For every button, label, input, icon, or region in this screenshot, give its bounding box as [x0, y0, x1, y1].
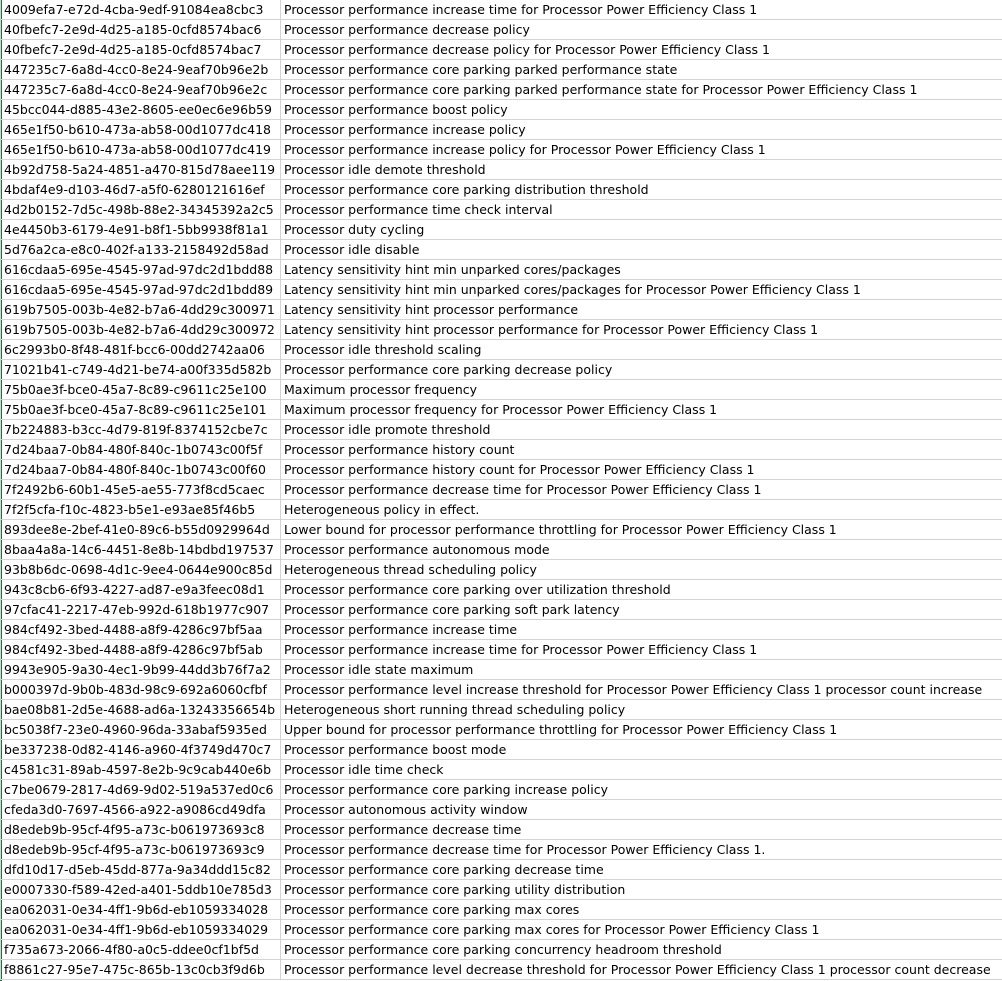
- setting-name-cell[interactable]: Processor performance boost mode: [284, 742, 507, 757]
- setting-name-cell[interactable]: Processor performance increase time for Processor Power Efficiency Class 1: [284, 642, 758, 657]
- guid-cell[interactable]: 71021b41-c749-4d21-be74-a00f335d582b: [1, 360, 281, 379]
- table-row: [1, 120, 1002, 140]
- setting-name-cell[interactable]: Heterogeneous short running thread scheduling policy: [284, 702, 626, 717]
- table-row: [1, 560, 1002, 580]
- setting-name-cell[interactable]: Latency sensitivity hint processor performance: [284, 302, 579, 317]
- table-row: [1, 100, 1002, 120]
- table-row: [1, 80, 1002, 100]
- setting-name-cell[interactable]: Processor performance increase time for Processor Power Efficiency Class 1: [284, 2, 758, 17]
- guid-cell[interactable]: ea062031-0e34-4ff1-9b6d-eb1059334029: [1, 920, 281, 939]
- setting-name-cell[interactable]: Processor performance autonomous mode: [284, 542, 550, 557]
- setting-name-cell[interactable]: Processor performance core parking soft park latency: [284, 602, 620, 617]
- table-row: [1, 540, 1002, 560]
- guid-cell[interactable]: bc5038f7-23e0-4960-96da-33abaf5935ed: [1, 720, 281, 739]
- guid-cell[interactable]: dfd10d17-d5eb-45dd-877a-9a34ddd15c82: [1, 860, 281, 879]
- setting-name-cell[interactable]: Processor performance boost policy: [284, 102, 508, 117]
- guid-cell[interactable]: 619b7505-003b-4e82-b7a6-4dd29c300971: [1, 300, 281, 319]
- table-row: [1, 480, 1002, 500]
- setting-name-cell[interactable]: Processor idle time check: [284, 762, 444, 777]
- guid-cell[interactable]: 447235c7-6a8d-4cc0-8e24-9eaf70b96e2c: [1, 80, 281, 99]
- setting-name-cell[interactable]: Latency sensitivity hint min unparked cores/packages: [284, 262, 621, 277]
- setting-name-cell[interactable]: Processor performance increase time: [284, 622, 518, 637]
- guid-cell[interactable]: c7be0679-2817-4d69-9d02-519a537ed0c6: [1, 780, 281, 799]
- setting-name-cell[interactable]: Upper bound for processor performance throttling for Processor Power Efficiency Class 1: [284, 722, 838, 737]
- setting-name-cell[interactable]: Heterogeneous thread scheduling policy: [284, 562, 537, 577]
- setting-name-cell[interactable]: Processor performance history count for Processor Power Efficiency Class 1: [284, 462, 755, 477]
- setting-name-cell[interactable]: Processor idle demote threshold: [284, 162, 486, 177]
- setting-name-cell[interactable]: Processor idle threshold scaling: [284, 342, 482, 357]
- table-row: [1, 640, 1002, 660]
- setting-name-cell[interactable]: Processor performance core parking parked performance state: [284, 62, 678, 77]
- guid-cell[interactable]: 616cdaa5-695e-4545-97ad-97dc2d1bdd88: [1, 260, 281, 279]
- guid-cell[interactable]: 75b0ae3f-bce0-45a7-8c89-c9611c25e100: [1, 380, 281, 399]
- setting-name-cell[interactable]: Processor performance history count: [284, 442, 515, 457]
- guid-cell[interactable]: b000397d-9b0b-483d-98c9-692a6060cfbf: [1, 680, 281, 699]
- table-row: [1, 380, 1002, 400]
- table-row: [1, 820, 1002, 840]
- table-row: [1, 620, 1002, 640]
- table-row: [1, 300, 1002, 320]
- setting-name-cell[interactable]: Processor idle promote threshold: [284, 422, 491, 437]
- table-row: [1, 160, 1002, 180]
- setting-name-cell[interactable]: Processor performance core parking parked performance state for Processor Power Efficiency Class 1: [284, 82, 918, 97]
- guid-cell[interactable]: 465e1f50-b610-473a-ab58-00d1077dc418: [1, 120, 281, 139]
- setting-name-cell[interactable]: Processor performance core parking decrease time: [284, 862, 604, 877]
- guid-cell[interactable]: 40fbefc7-2e9d-4d25-a185-0cfd8574bac6: [1, 20, 281, 39]
- table-row: [1, 280, 1002, 300]
- guid-cell[interactable]: 619b7505-003b-4e82-b7a6-4dd29c300972: [1, 320, 281, 339]
- setting-name-cell[interactable]: Processor autonomous activity window: [284, 802, 528, 817]
- table-row: [1, 600, 1002, 620]
- guid-cell[interactable]: 7f2492b6-60b1-45e5-ae55-773f8cd5caec: [1, 480, 281, 499]
- guid-cell[interactable]: d8edeb9b-95cf-4f95-a73c-b061973693c8: [1, 820, 281, 839]
- table-row: [1, 660, 1002, 680]
- guid-cell[interactable]: 4b92d758-5a24-4851-a470-815d78aee119: [1, 160, 281, 179]
- table-row: [1, 140, 1002, 160]
- setting-name-cell[interactable]: Heterogeneous policy in effect.: [284, 502, 480, 517]
- guid-cell[interactable]: f8861c27-95e7-475c-865b-13c0cb3f9d6b: [1, 960, 281, 979]
- guid-cell[interactable]: f735a673-2066-4f80-a0c5-ddee0cf1bf5d: [1, 940, 281, 959]
- table-row: [1, 680, 1002, 700]
- setting-name-cell[interactable]: Processor performance core parking increase policy: [284, 782, 608, 797]
- table-row: [1, 880, 1002, 900]
- guid-cell[interactable]: 4009efa7-e72d-4cba-9edf-91084ea8cbc3: [1, 0, 281, 19]
- table-row: [1, 40, 1002, 60]
- guid-cell[interactable]: 7b224883-b3cc-4d79-819f-8374152cbe7c: [1, 420, 281, 439]
- table-row: [1, 920, 1002, 940]
- setting-name-cell[interactable]: Processor performance core parking decrease policy: [284, 362, 613, 377]
- table-row: [1, 760, 1002, 780]
- setting-name-cell[interactable]: Processor performance decrease policy for Processor Power Efficiency Class 1: [284, 42, 770, 57]
- guid-cell[interactable]: 616cdaa5-695e-4545-97ad-97dc2d1bdd89: [1, 280, 281, 299]
- setting-name-cell[interactable]: Latency sensitivity hint processor performance for Processor Power Efficiency Class 1: [284, 322, 819, 337]
- guid-cell[interactable]: 8baa4a8a-14c6-4451-8e8b-14bdbd197537: [1, 540, 281, 559]
- table-row: [1, 0, 1002, 20]
- table-row: [1, 60, 1002, 80]
- table-row: [1, 220, 1002, 240]
- table-row: [1, 840, 1002, 860]
- guid-cell[interactable]: 984cf492-3bed-4488-a8f9-4286c97bf5ab: [1, 640, 281, 659]
- guid-cell[interactable]: ea062031-0e34-4ff1-9b6d-eb1059334028: [1, 900, 281, 919]
- guid-cell[interactable]: 4e4450b3-6179-4e91-b8f1-5bb9938f81a1: [1, 220, 281, 239]
- setting-name-cell[interactable]: Processor performance time check interval: [284, 202, 553, 217]
- guid-cell[interactable]: e0007330-f589-42ed-a401-5ddb10e785d3: [1, 880, 281, 899]
- table-row: [1, 800, 1002, 820]
- table-row: [1, 320, 1002, 340]
- setting-name-cell[interactable]: Maximum processor frequency for Processor Power Efficiency Class 1: [284, 402, 718, 417]
- guid-cell[interactable]: 9943e905-9a30-4ec1-9b99-44dd3b76f7a2: [1, 660, 281, 679]
- guid-cell[interactable]: 45bcc044-d885-43e2-8605-ee0ec6e96b59: [1, 100, 281, 119]
- setting-name-cell[interactable]: Processor performance core parking utility distribution: [284, 882, 626, 897]
- table-row: [1, 200, 1002, 220]
- setting-name-cell[interactable]: Processor performance core parking max cores: [284, 902, 580, 917]
- setting-name-cell[interactable]: Processor performance core parking concurrency headroom threshold: [284, 942, 722, 957]
- setting-name-cell[interactable]: Latency sensitivity hint min unparked cores/packages for Processor Power Efficiency Class 1: [284, 282, 861, 297]
- guid-cell[interactable]: 6c2993b0-8f48-481f-bcc6-00dd2742aa06: [1, 340, 281, 359]
- table-row: [1, 580, 1002, 600]
- table-row: [1, 860, 1002, 880]
- guid-cell[interactable]: bae08b81-2d5e-4688-ad6a-13243356654b: [1, 700, 281, 719]
- guid-cell[interactable]: 4bdaf4e9-d103-46d7-a5f0-6280121616ef: [1, 180, 281, 199]
- table-row: [1, 940, 1002, 960]
- table-row: [1, 500, 1002, 520]
- guid-cell[interactable]: 7f2f5cfa-f10c-4823-b5e1-e93ae85f46b5: [1, 500, 281, 519]
- guid-cell[interactable]: 7d24baa7-0b84-480f-840c-1b0743c00f5f: [1, 440, 281, 459]
- guid-cell[interactable]: 97cfac41-2217-47eb-992d-618b1977c907: [1, 600, 281, 619]
- table-row: [1, 340, 1002, 360]
- guid-cell[interactable]: 943c8cb6-6f93-4227-ad87-e9a3feec08d1: [1, 580, 281, 599]
- guid-cell[interactable]: 93b8b6dc-0698-4d1c-9ee4-0644e900c85d: [1, 560, 281, 579]
- setting-name-cell[interactable]: Lower bound for processor performance throttling for Processor Power Efficiency Class 1: [284, 522, 837, 537]
- setting-name-cell[interactable]: Processor performance decrease time for Processor Power Efficiency Class 1.: [284, 842, 766, 857]
- setting-name-cell[interactable]: Processor performance decrease time for Processor Power Efficiency Class 1: [284, 482, 762, 497]
- setting-name-cell[interactable]: Processor performance increase policy for Processor Power Efficiency Class 1: [284, 142, 766, 157]
- table-row: [1, 460, 1002, 480]
- guid-cell[interactable]: 465e1f50-b610-473a-ab58-00d1077dc419: [1, 140, 281, 159]
- table-row: [1, 20, 1002, 40]
- guid-cell[interactable]: be337238-0d82-4146-a960-4f3749d470c7: [1, 740, 281, 759]
- table-row: [1, 260, 1002, 280]
- guid-cell[interactable]: 40fbefc7-2e9d-4d25-a185-0cfd8574bac7: [1, 40, 281, 59]
- setting-name-cell[interactable]: Processor duty cycling: [284, 222, 425, 237]
- guid-cell[interactable]: 5d76a2ca-e8c0-402f-a133-2158492d58ad: [1, 240, 281, 259]
- guid-cell[interactable]: 4d2b0152-7d5c-498b-88e2-34345392a2c5: [1, 200, 281, 219]
- table-row: [1, 440, 1002, 460]
- table-row: [1, 960, 1002, 980]
- setting-name-cell[interactable]: Processor performance decrease policy: [284, 22, 530, 37]
- guid-cell[interactable]: 984cf492-3bed-4488-a8f9-4286c97bf5aa: [1, 620, 281, 639]
- table-row: [1, 720, 1002, 740]
- setting-name-cell[interactable]: Processor performance core parking over utilization threshold: [284, 582, 671, 597]
- guid-cell[interactable]: d8edeb9b-95cf-4f95-a73c-b061973693c9: [1, 840, 281, 859]
- guid-cell[interactable]: 7d24baa7-0b84-480f-840c-1b0743c00f60: [1, 460, 281, 479]
- table-row: [1, 400, 1002, 420]
- setting-name-cell[interactable]: Maximum processor frequency: [284, 382, 478, 397]
- table-row: [1, 180, 1002, 200]
- guid-cell[interactable]: cfeda3d0-7697-4566-a922-a9086cd49dfa: [1, 800, 281, 819]
- setting-name-cell[interactable]: Processor performance core parking max cores for Processor Power Efficiency Class 1: [284, 922, 820, 937]
- guid-cell[interactable]: 893dee8e-2bef-41e0-89c6-b55d0929964d: [1, 520, 281, 539]
- guid-cell[interactable]: c4581c31-89ab-4597-8e2b-9c9cab440e6b: [1, 760, 281, 779]
- table-row: [1, 700, 1002, 720]
- guid-cell[interactable]: 447235c7-6a8d-4cc0-8e24-9eaf70b96e2b: [1, 60, 281, 79]
- table-row: [1, 360, 1002, 380]
- table-row: [1, 780, 1002, 800]
- setting-name-cell[interactable]: Processor performance increase policy: [284, 122, 526, 137]
- table-row: [1, 420, 1002, 440]
- table-row: [1, 240, 1002, 260]
- setting-name-cell[interactable]: Processor idle disable: [284, 242, 420, 257]
- setting-name-cell[interactable]: Processor performance core parking distribution threshold: [284, 182, 649, 197]
- guid-cell[interactable]: 75b0ae3f-bce0-45a7-8c89-c9611c25e101: [1, 400, 281, 419]
- setting-name-cell[interactable]: Processor performance decrease time: [284, 822, 522, 837]
- setting-name-cell[interactable]: Processor performance level increase threshold for Processor Power Efficiency Class 1 processor count increase: [284, 682, 983, 697]
- table-row: [1, 900, 1002, 920]
- setting-name-cell[interactable]: Processor idle state maximum: [284, 662, 474, 677]
- table-row: [1, 520, 1002, 540]
- setting-name-cell[interactable]: Processor performance level decrease threshold for Processor Power Efficiency Class 1 processor count decrease: [284, 962, 991, 977]
- table-row: [1, 740, 1002, 760]
